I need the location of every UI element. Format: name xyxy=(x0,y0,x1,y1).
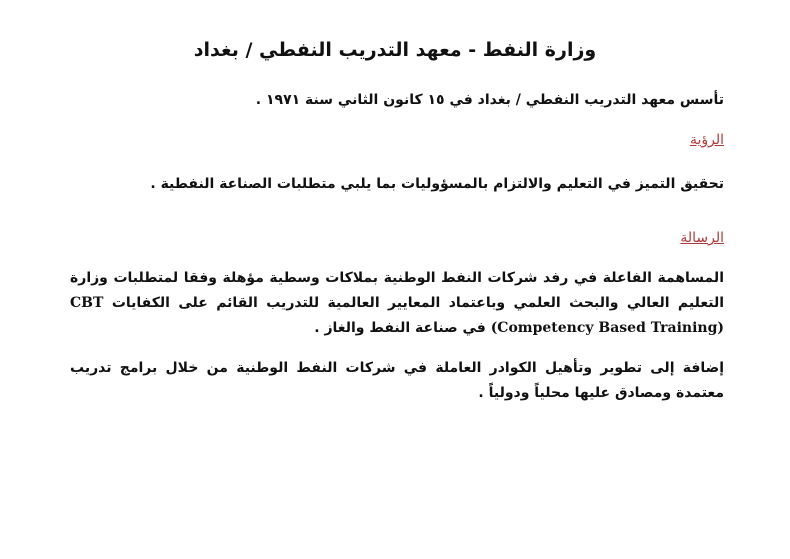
mission-heading: الرسالة xyxy=(680,230,724,246)
mission-text-part2: في صناعة النفط والغاز . xyxy=(314,320,486,336)
vision-text: تحقيق التميز في التعليم والالتزام بالمسؤوليات بما يلبي متطلبات الصناعة النفطية . xyxy=(150,176,724,192)
mission-addition-text: إضافة إلى تطوير وتأهيل الكوادر العاملة في شركات النفط الوطنية من خلال برامج تدريب معتمدة ومصادق عليها محلياً ودولياً . xyxy=(70,360,724,401)
page-title: وزارة النفط - معهد التدريب النفطي / بغداد xyxy=(193,39,597,61)
founding-statement: تأسس معهد التدريب النفطي / بغداد في ١٥ كانون الثاني سنة ١٩٧١ . xyxy=(255,92,724,108)
mission-latin-term: (Competency Based Training) xyxy=(490,320,724,336)
mission-text xyxy=(70,266,724,341)
vision-heading: الرؤية xyxy=(689,132,724,148)
mission-text-part1: المساهمة الفاعلة في رفد شركات النفط الوطنية بملاكات وسطية مؤهلة وفقا لمتطلبات وزارة التعليم العالي والبحث العلمي وباعتماد المعايير العالمية للتدريب القائم على الكفايات xyxy=(70,270,724,311)
mission-acronym: CBT xyxy=(70,295,104,311)
